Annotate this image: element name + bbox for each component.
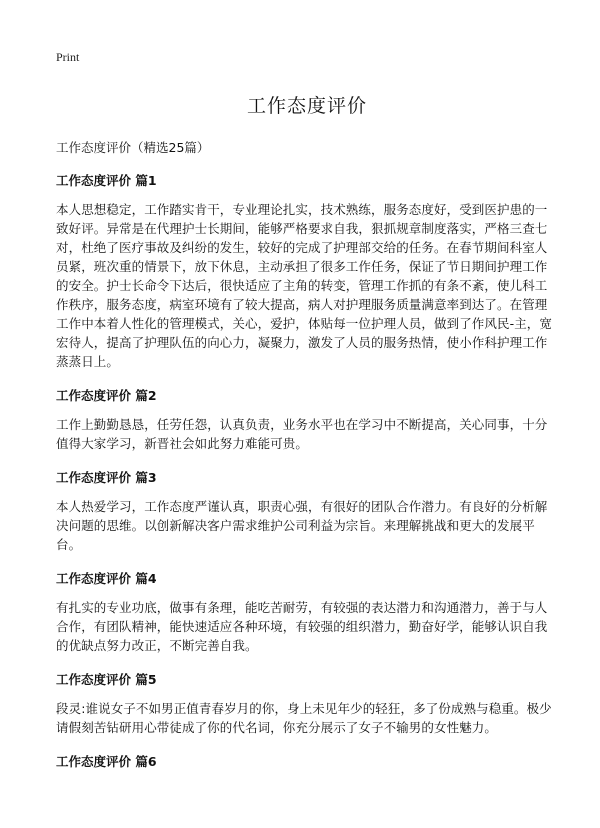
section-heading: 工作态度评价 篇1: [56, 173, 157, 188]
document-subtitle: 工作态度评价（精选25篇）: [56, 140, 210, 155]
section-heading: 工作态度评价 篇6: [56, 754, 157, 769]
section-paragraph: 段灵:谁说女子不如男正值青春岁月的你，身上未见年少的轻狂，多了份成熟与稳重。极少请假刻苦钻研用心带徒成了你的代名词，你充分展示了女子不输男的女性魅力。: [56, 701, 552, 735]
section-6: [56, 752, 558, 770]
print-link[interactable]: Print: [56, 50, 80, 64]
page-title: 工作态度评价: [246, 95, 367, 117]
section-paragraph: 本人思想稳定，工作踏实肯干，专业理论扎实，技术熟练，服务态度好，受到医护患的一致好评。异常是在代理护士长期间，能够严格要求自我，狠抓规章制度落实，严格三查七对，杜绝了医疗事故及纠纷的发生，较好的完成了护理部交给的任务。在春节期间科室人员紧，班次重的情景下，放下休息，主动承担了很多工作任务，保证了节日期间护理工作的安全。护士长命令下达后，很快适应了主角的转变，管理工作抓的有条不紊，使儿科工作秩序，服务态度，病室环境有了较大提高，病人对护理服务质量满意率到达了。在管理工作中本着人性化的管理模式，关心，爱护，体贴每一位护理人员，做到了作风民-主，宽宏待人，提高了护理队伍的向心力，凝聚力，激发了人员的服务热情，使小作科护理工作蒸蒸日上。: [56, 202, 553, 369]
section-heading: 工作态度评价 篇3: [56, 470, 157, 485]
section-heading: 工作态度评价 篇2: [56, 388, 157, 403]
section-paragraph: 有扎实的专业功底，做事有条理，能吃苦耐劳，有较强的表达潜力和沟通潜力，善于与人合作，有团队精神，能快速适应各种环境，有较强的组织潜力，勤奋好学，能够认识自我的优缺点努力改正，不断完善自我。: [56, 600, 548, 653]
section-1: [56, 171, 558, 371]
section-paragraph: 本人热爱学习，工作态度严谨认真，职责心强，有很好的团队合作潜力。有良好的分析解决问题的思维。以创新解决客户需求维护公司利益为宗旨。来理解挑战和更大的发展平台。: [56, 499, 548, 552]
section-3: [56, 468, 558, 554]
section-2: [56, 386, 558, 453]
section-4: [56, 569, 558, 655]
section-5: [56, 670, 558, 737]
section-heading: 工作态度评价 篇4: [56, 571, 157, 586]
section-paragraph: 工作上勤勤恳恳，任劳任怨，认真负责，业务水平也在学习中不断提高，关心同事，十分值得大家学习，新晋社会如此努力难能可贵。: [56, 417, 548, 451]
section-heading: 工作态度评价 篇5: [56, 672, 157, 687]
